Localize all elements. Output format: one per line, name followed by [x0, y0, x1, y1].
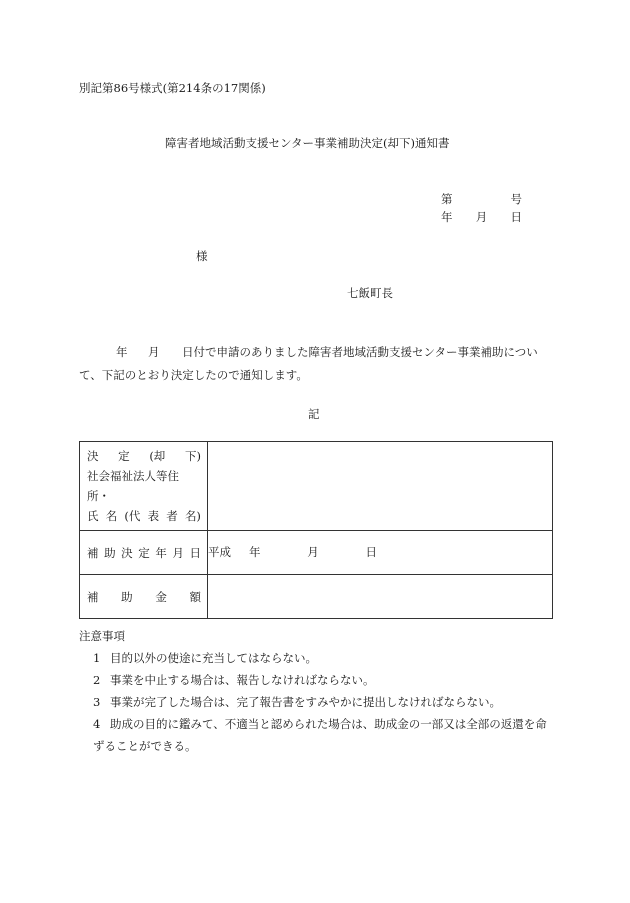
document-date [441, 211, 522, 225]
form-reference: 別記第86号様式(第214条の17関係) [79, 81, 266, 95]
number-suffix: 号 [510, 192, 522, 206]
label-char: 定 [118, 449, 130, 463]
label-char: 者 [166, 509, 178, 523]
label-char: (代 [124, 509, 141, 523]
month-marker: 月 [307, 544, 319, 559]
label-char: 氏 [87, 509, 99, 523]
applicant-label [80, 442, 208, 531]
ki-heading: 記 [308, 407, 320, 421]
label-char: 決 [121, 545, 133, 560]
decision-date-label-line [87, 543, 201, 563]
label-char: 下) [184, 449, 201, 463]
date-year: 年 [441, 210, 453, 224]
label-char: 年 [155, 545, 167, 560]
table-row [80, 442, 553, 531]
note-text: 事業を中止する場合は、報告しなければならない。 [110, 673, 375, 687]
decision-label-line [87, 446, 201, 466]
era-name: 平成 [208, 544, 231, 559]
decision-table [79, 441, 553, 619]
label-char: 名 [105, 509, 118, 523]
note-number: 3 [93, 695, 101, 709]
ymd-markers [249, 546, 377, 560]
label-char: 額 [189, 589, 201, 604]
day-marker: 日 [365, 544, 377, 559]
label-char: 定 [138, 545, 150, 560]
note-item [93, 652, 317, 666]
body-line1: 日付で申請のありました障害者地域活動支援センター事業補助につい [182, 345, 538, 359]
date-month: 月 [475, 210, 488, 224]
label-char: (却 [149, 449, 166, 463]
body-year: 年 [116, 345, 128, 359]
name-label-line [87, 506, 201, 526]
label-char: 補 [87, 589, 99, 604]
applicant-value[interactable] [208, 442, 553, 531]
note-text: 助成の目的に鑑みて、不適当と認められた場合は、助成金の一部又は全部の返還を命 [110, 717, 547, 731]
note-text: 目的以外の使途に充当してはならない。 [110, 651, 317, 665]
recipient-suffix: 様 [196, 249, 208, 263]
decision-date-value[interactable] [208, 531, 553, 575]
note-continuation: ずることができる。 [93, 739, 197, 753]
year-marker: 年 [249, 544, 261, 559]
note-number: 2 [93, 673, 101, 687]
note-item [93, 696, 501, 710]
label-char: 日 [189, 545, 201, 560]
subsidy-amount-value[interactable] [208, 575, 553, 619]
number-prefix: 第 [441, 192, 453, 206]
table-row [80, 531, 553, 575]
date-day: 日 [510, 210, 522, 224]
note-number: 4 [93, 717, 101, 731]
notes-heading: 注意事項 [79, 629, 125, 643]
document-title: 障害者地域活動支援センター事業補助決定(却下)通知書 [165, 136, 450, 150]
table-row [80, 575, 553, 619]
label-char: 名) [184, 509, 201, 523]
subsidy-amount-label-line [87, 587, 201, 607]
subsidy-amount-label [80, 575, 208, 619]
label-char: 補 [87, 545, 99, 560]
label-char: 助 [104, 545, 116, 560]
label-char: 助 [121, 589, 133, 604]
note-item [93, 718, 547, 732]
note-number: 1 [93, 651, 101, 665]
note-item [93, 674, 375, 688]
document-number [441, 193, 522, 207]
body-line2: て、下記のとおり決定したので通知します。 [79, 368, 308, 382]
label-char: 月 [172, 545, 184, 560]
body-month: 月 [148, 345, 160, 359]
note-text: 事業が完了した場合は、完了報告書をすみやかに提出しなければならない。 [110, 695, 501, 709]
address-label-line: 社会福祉法人等住所・ [87, 469, 179, 503]
label-char: 金 [155, 589, 167, 604]
label-char: 表 [147, 509, 160, 523]
label-char: 決 [87, 449, 99, 463]
issuer: 七飯町長 [347, 286, 393, 300]
decision-date-label [80, 531, 208, 575]
